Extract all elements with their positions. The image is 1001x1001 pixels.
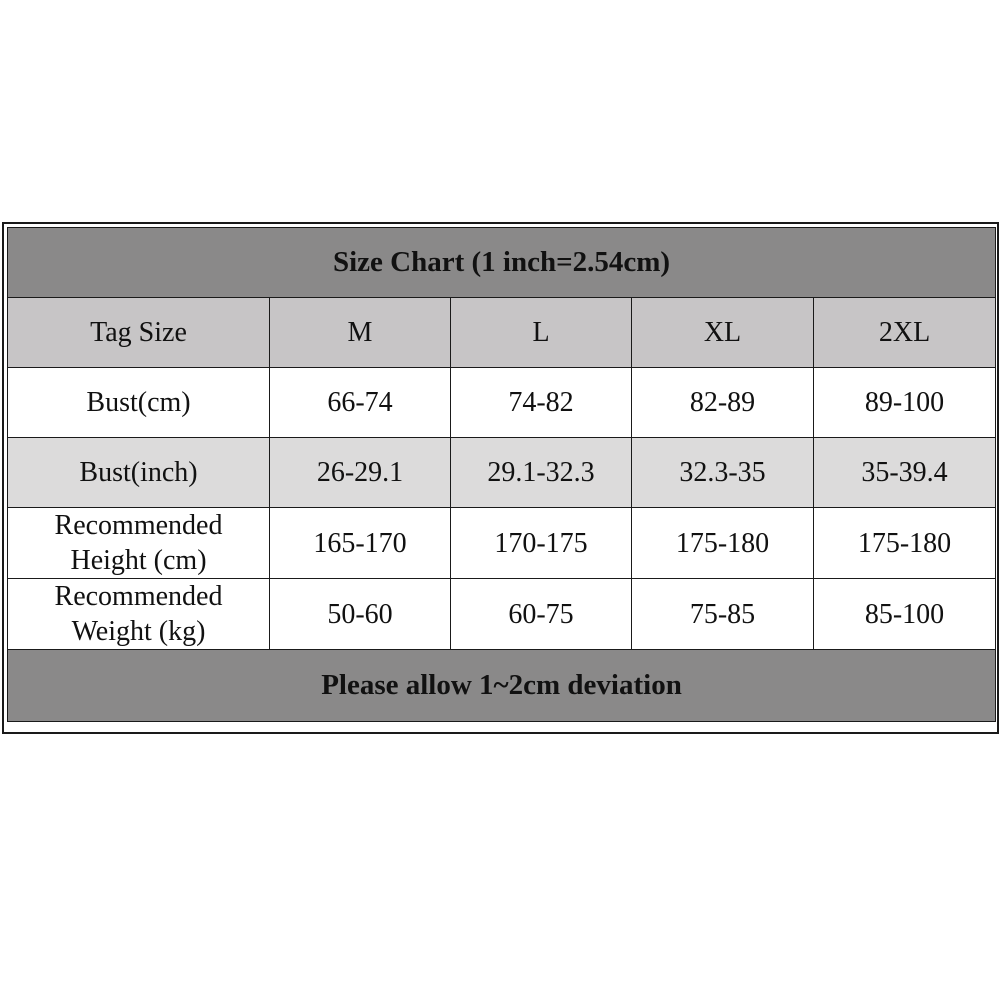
bust-cm-label: Bust(cm) — [8, 368, 270, 438]
weight-label-line2: Weight (kg) — [71, 616, 206, 647]
table-cell: 75-85 — [632, 579, 814, 650]
table-cell: 26-29.1 — [270, 438, 451, 508]
weight-label-line1: Recommended — [54, 581, 223, 612]
size-chart-table — [7, 227, 996, 722]
table-cell: 89-100 — [814, 368, 996, 438]
size-l-header: L — [451, 298, 632, 368]
title-row — [8, 228, 996, 298]
weight-row — [8, 579, 996, 650]
table-cell: 60-75 — [451, 579, 632, 650]
table-cell: 85-100 — [814, 579, 996, 650]
table-cell: 29.1-32.3 — [451, 438, 632, 508]
table-cell: 50-60 — [270, 579, 451, 650]
size-chart — [2, 222, 999, 734]
table-cell: 82-89 — [632, 368, 814, 438]
table-cell: 165-170 — [270, 508, 451, 579]
table-cell: 35-39.4 — [814, 438, 996, 508]
footer-note — [8, 650, 996, 722]
height-label-line2: Height (cm) — [70, 545, 207, 576]
header-row — [8, 298, 996, 368]
bust-inch-label: Bust(inch) — [8, 438, 270, 508]
chart-title-text: Size Chart (1 inch=2.54cm) — [332, 246, 671, 279]
table-cell: 66-74 — [270, 368, 451, 438]
table-cell: 175-180 — [632, 508, 814, 579]
size-2xl-header: 2XL — [814, 298, 996, 368]
table-cell: 32.3-35 — [632, 438, 814, 508]
size-xl-header: XL — [632, 298, 814, 368]
bust-inch-row — [8, 438, 996, 508]
tag-size-label: Tag Size — [8, 298, 270, 368]
height-row — [8, 508, 996, 579]
height-label-line1: Recommended — [54, 510, 223, 541]
height-label — [8, 508, 270, 579]
chart-title — [8, 228, 996, 298]
table-cell: 170-175 — [451, 508, 632, 579]
bust-cm-row — [8, 368, 996, 438]
footer-note-text: Please allow 1~2cm deviation — [321, 669, 682, 702]
weight-label — [8, 579, 270, 650]
footer-row — [8, 650, 996, 722]
size-m-header: M — [270, 298, 451, 368]
table-cell: 175-180 — [814, 508, 996, 579]
table-cell: 74-82 — [451, 368, 632, 438]
